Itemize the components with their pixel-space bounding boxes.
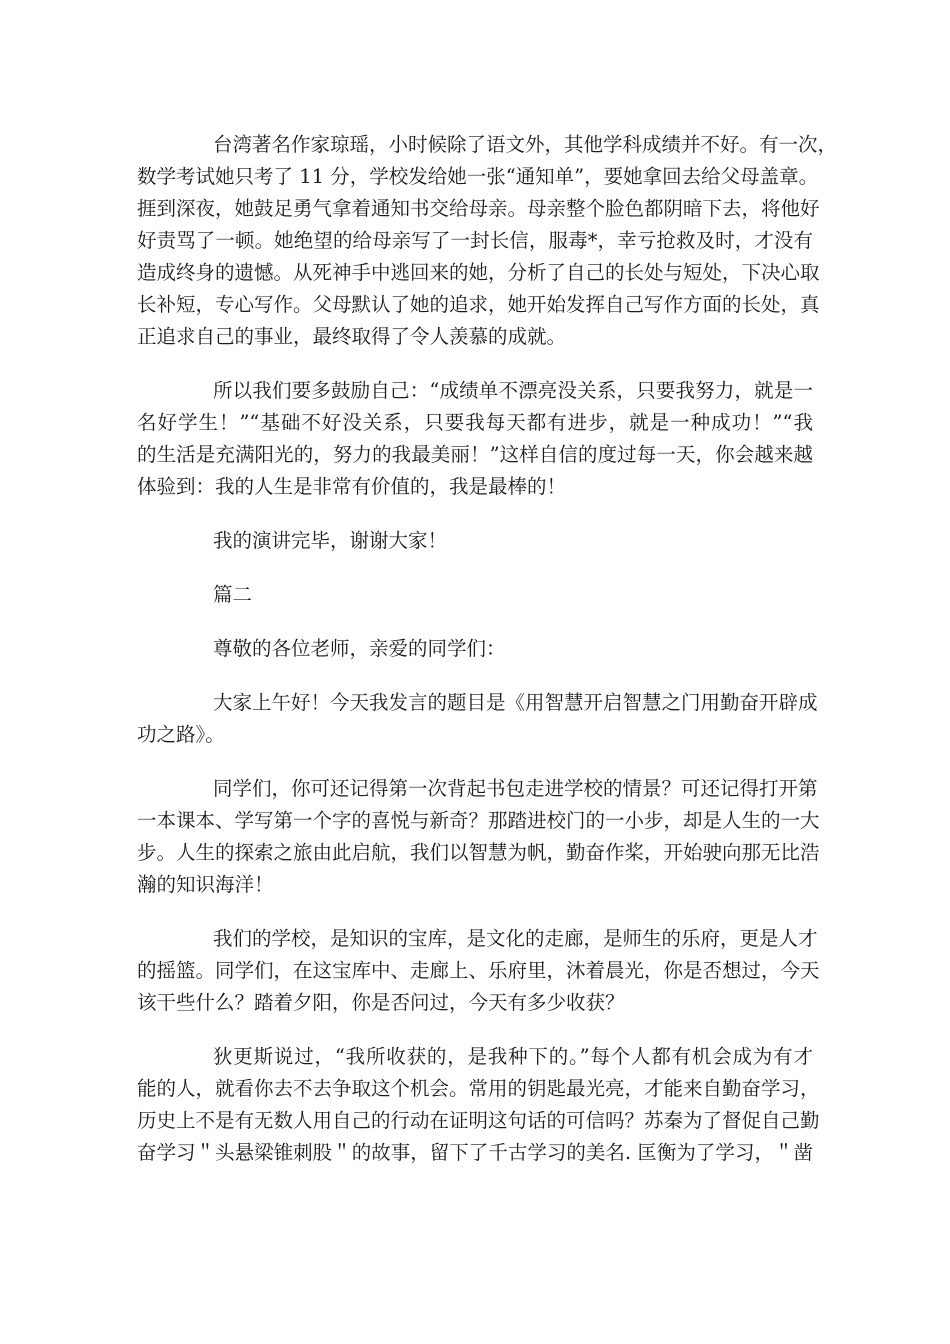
text-line: 篇二 <box>213 583 253 606</box>
text-line: 同学们，你可还记得第一次背起书包走进学校的情景？可还记得打开第 <box>213 777 818 800</box>
text-line: 的摇篮。同学们，在这宝库中、走廊上、乐府里，沐着晨光，你是否想过，今天 <box>137 959 820 982</box>
paragraph-salutation <box>137 633 813 665</box>
text-line: 长补短，专心写作。父母默认了她的追求，她开始发挥自己写作方面的长处，真 <box>137 293 820 316</box>
paragraph-first-day-school <box>137 773 820 901</box>
text-line: 瀚的知识海洋！ <box>137 873 274 896</box>
paragraph-speech-title <box>137 687 818 751</box>
text-line: 体验到：我的人生是非常有价值的，我是最棒的！ <box>137 475 567 498</box>
paragraph-speech-end <box>137 525 813 557</box>
paragraph-our-school <box>137 923 820 1019</box>
text-line: 尊敬的各位老师，亲爱的同学们： <box>213 637 506 660</box>
text-line: 捱到深夜，她鼓足勇气拿着通知书交给母亲。母亲整个脸色都阴暗下去，将他好 <box>137 197 820 220</box>
text-line: 造成终身的遗憾。从死神手中逃回来的她，分析了自己的长处与短处，下决心取 <box>137 261 820 284</box>
text-line: 好责骂了一顿。她绝望的给母亲写了一封长信，服毒*，幸亏抢救及时，才没有 <box>137 229 813 252</box>
text-line: 台湾著名作家琼瑶，小时候除了语文外，其他学科成绩并不好。有一次， <box>213 133 838 156</box>
text-line: 奋学习＂头悬梁锥刺股＂的故事，留下了千古学习的美名. 匡衡为了学习，＂凿 <box>137 1141 813 1164</box>
section-heading <box>137 579 813 611</box>
text-line: 大家上午好！今天我发言的题目是《用智慧开启智慧之门用勤奋开辟成 <box>213 691 818 714</box>
text-line: 该干些什么？踏着夕阳，你是否问过，今天有多少收获？ <box>137 991 625 1014</box>
text-line: 历史上不是有无数人用自己的行动在证明这句话的可信吗？苏秦为了督促自己勤 <box>137 1109 820 1132</box>
document-body <box>137 129 838 1191</box>
text-line: 步。人生的探索之旅由此启航，我们以智慧为帆，勤奋作桨，开始驶向那无比浩 <box>137 841 820 864</box>
text-line: 的生活是充满阳光的，努力的我最美丽！”这样自信的度过每一天，你会越来越 <box>137 443 813 466</box>
text-line: 名好学生！”“基础不好没关系，只要我每天都有进步，就是一种成功！”“我 <box>137 411 813 434</box>
paragraph-qiongyao-story <box>137 129 838 353</box>
text-line: 我的演讲完毕，谢谢大家！ <box>213 529 448 552</box>
text-line: 所以我们要多鼓励自己：“成绩单不漂亮没关系，只要我努力，就是一 <box>213 379 813 402</box>
text-line: 功之路》。 <box>137 723 225 746</box>
paragraph-encourage-yourself <box>137 375 813 503</box>
text-line: 一本课本、学写第一个字的喜悦与新奇？那踏进校门的一小步，却是人生的一大 <box>137 809 820 832</box>
text-line: 数学考试她只考了 11 分，学校发给她一张“通知单”，要她拿回去给父母盖章。 <box>137 165 819 188</box>
text-line: 能的人，就看你去不去争取这个机会。常用的钥匙最光亮，才能来自勤奋学习， <box>137 1077 820 1100</box>
paragraph-dickens-quote <box>137 1041 820 1169</box>
text-line: 狄更斯说过，“我所收获的，是我种下的。”每个人都有机会成为有才 <box>213 1045 813 1068</box>
text-line: 正追求自己的事业，最终取得了令人羡慕的成就。 <box>137 325 567 348</box>
text-line: 我们的学校，是知识的宝库，是文化的走廊，是师生的乐府，更是人才 <box>213 927 818 950</box>
